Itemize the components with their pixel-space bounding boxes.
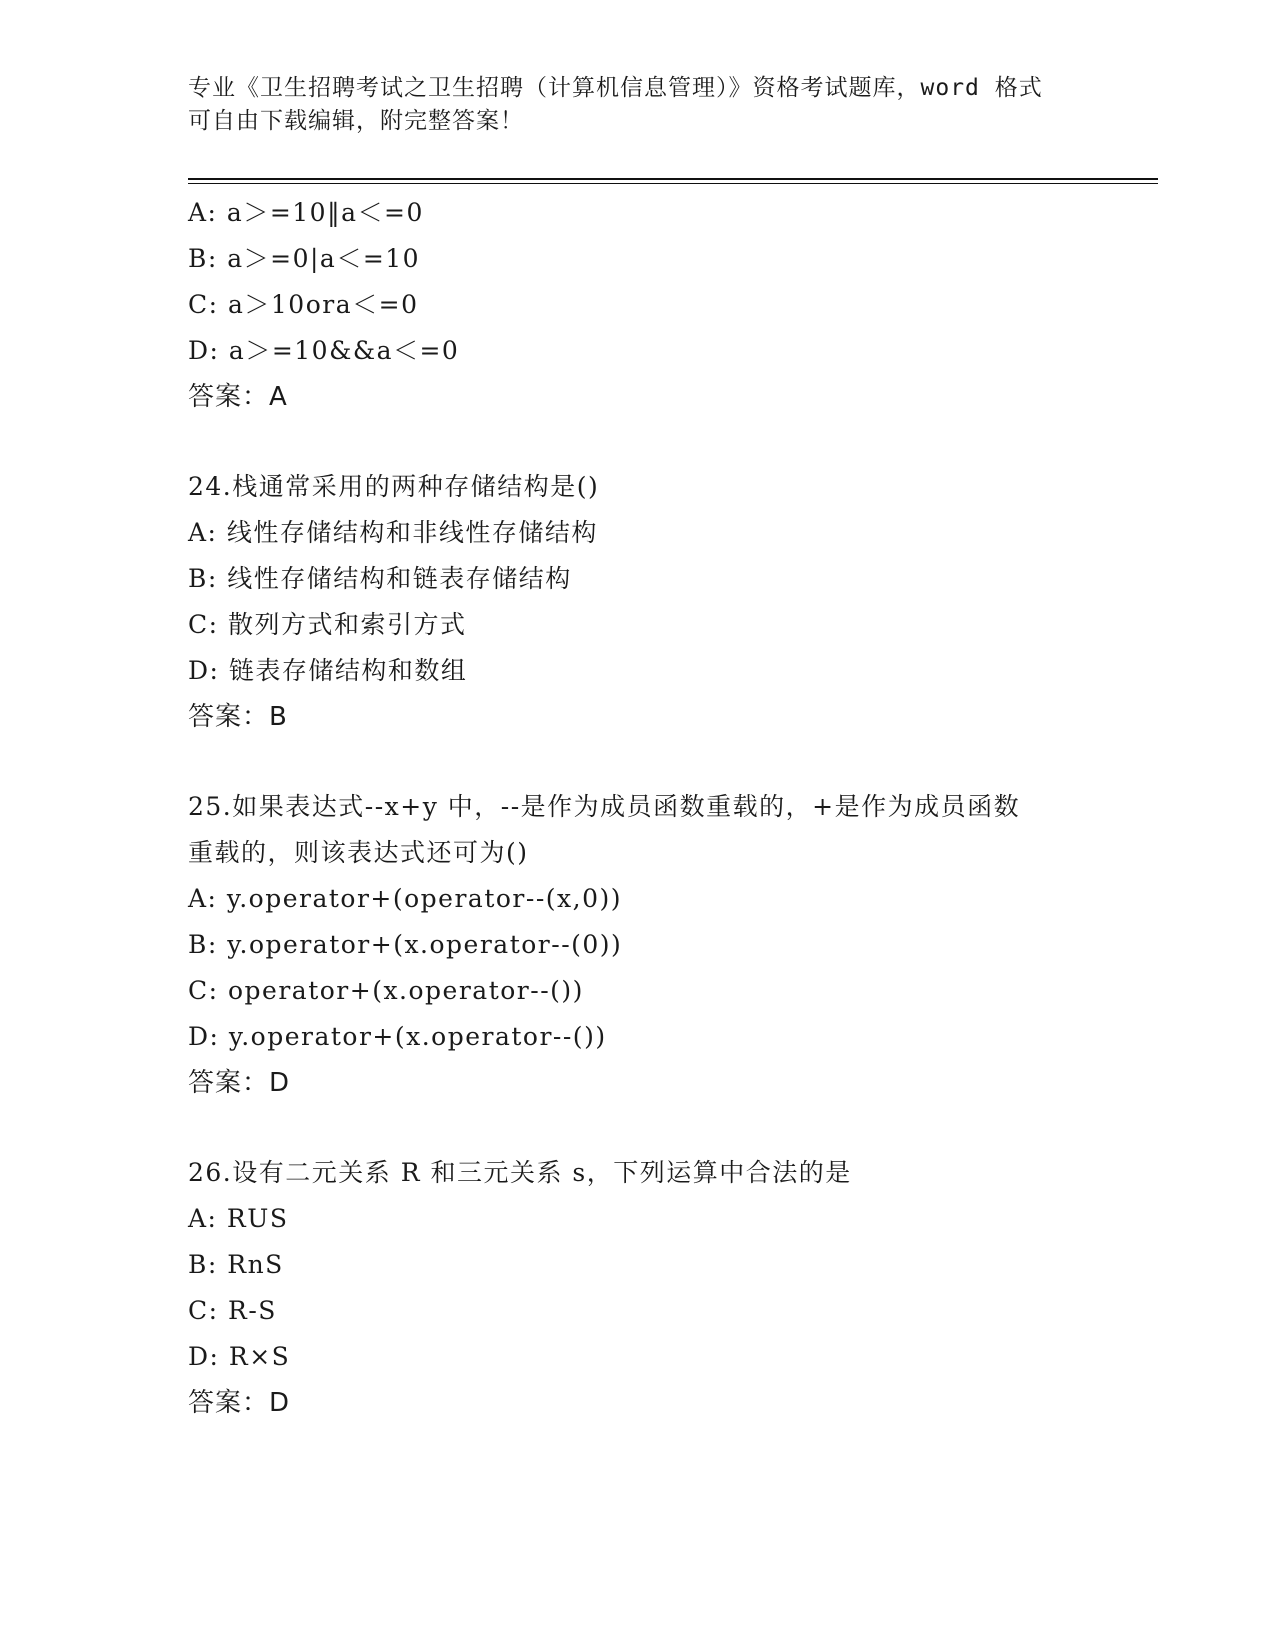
option-c: C: R-S: [188, 1296, 277, 1325]
answer: 答案：D: [188, 1388, 291, 1418]
question-stem-line-1: 25.如果表达式--x+y 中，--是作为成员函数重载的，+是作为成员函数: [188, 792, 1021, 821]
header-line-2: 可自由下载编辑，附完整答案！: [188, 108, 524, 134]
spacer: [188, 420, 1148, 464]
question-stem: 26.设有二元关系 R 和三元关系 s，下列运算中合法的是: [188, 1158, 852, 1187]
spacer: [188, 740, 1148, 784]
document-header: [188, 72, 1088, 138]
option-a: A: 线性存储结构和非线性存储结构: [188, 518, 598, 547]
question-25: [188, 784, 1148, 1106]
option-b: B: RnS: [188, 1250, 284, 1279]
question-23: [188, 190, 1148, 420]
question-24: [188, 464, 1148, 740]
option-c: C: a＞10ora＜=0: [188, 290, 419, 319]
question-stem-line-2: 重载的，则该表达式还可为(): [188, 838, 529, 867]
option-a: A: RUS: [188, 1204, 289, 1233]
answer: 答案：D: [188, 1068, 291, 1098]
answer: 答案：B: [188, 702, 288, 732]
header-line-1: 专业《卫生招聘考试之卫生招聘（计算机信息管理）》资格考试题库，word 格式: [188, 75, 1043, 101]
option-b: B: 线性存储结构和链表存储结构: [188, 564, 572, 593]
option-b: B: a＞=0|a＜=10: [188, 244, 421, 273]
question-26: [188, 1150, 1148, 1426]
question-list: [188, 190, 1148, 1426]
option-d: D: a＞=10&&a＜=0: [188, 336, 460, 365]
option-c: C: operator+(x.operator--()): [188, 976, 584, 1005]
spacer: [188, 1106, 1148, 1150]
header-rule-thick: [188, 178, 1158, 180]
option-a: A: a＞=10‖a＜=0: [188, 198, 424, 227]
option-b: B: y.operator+(x.operator--(0)): [188, 930, 623, 959]
answer: 答案：A: [188, 382, 288, 412]
option-d: D: 链表存储结构和数组: [188, 656, 468, 685]
option-c: C: 散列方式和索引方式: [188, 610, 467, 639]
option-d: D: R×S: [188, 1342, 291, 1371]
question-stem: 24.栈通常采用的两种存储结构是(): [188, 472, 600, 501]
option-d: D: y.operator+(x.operator--()): [188, 1022, 607, 1051]
option-a: A: y.operator+(operator--(x,0)): [188, 884, 622, 913]
header-rule-thin: [188, 183, 1158, 184]
